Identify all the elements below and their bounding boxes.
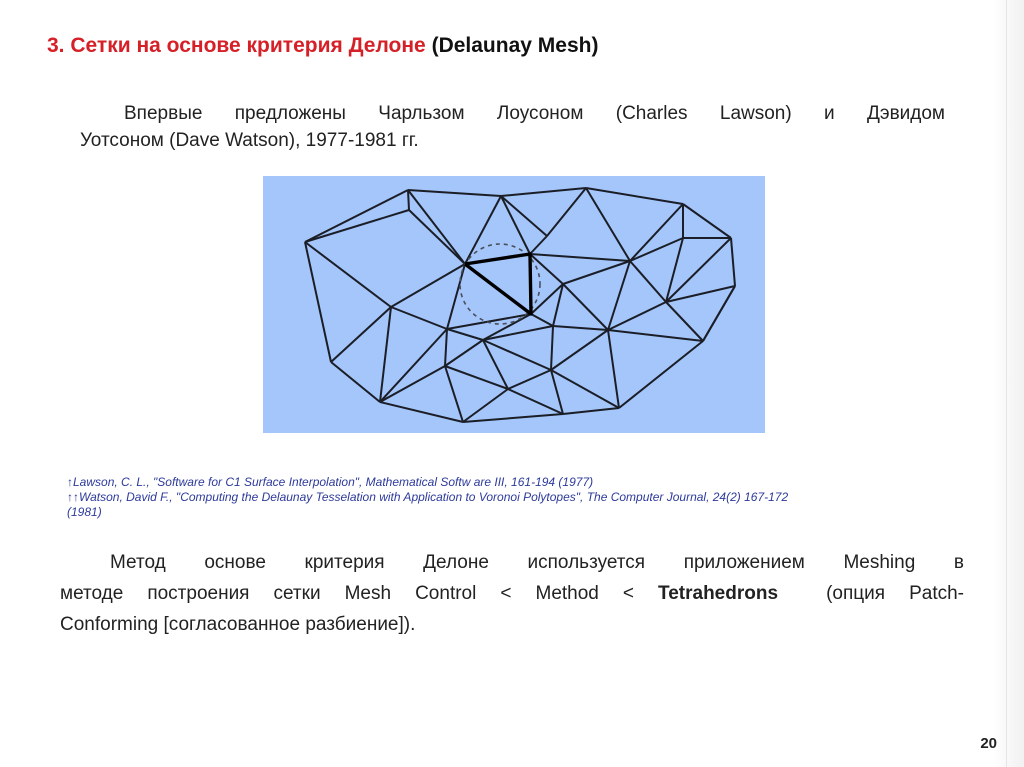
body-line-2-start: методе построения сетки Mesh Control < Method < xyxy=(60,583,659,604)
reference-watson: ↑↑Watson, David F., "Computing the Delaunay Tesselation with Application to Voronoi Polytopes", The Computer Journal, 24(2) 167-172 xyxy=(67,490,789,504)
tetrahedrons-keyword: Tetrahedrons xyxy=(658,583,779,604)
slide-edge-decoration xyxy=(992,0,1024,767)
body-line-2-end: (опция Patch- xyxy=(778,583,964,604)
slide-title xyxy=(47,34,598,58)
slide-title-english: (Delaunay Mesh) xyxy=(431,34,599,57)
body-paragraph xyxy=(60,547,964,640)
slide-title-main: 3. Сетки на основе критерия Делоне xyxy=(47,34,426,57)
references xyxy=(67,475,947,520)
delaunay-mesh-figure xyxy=(263,176,765,433)
reference-lawson: ↑Lawson, C. L., "Software for C1 Surface Interpolation", Mathematical Softw are III, 161-194 (1977) xyxy=(67,475,594,489)
mesh-edge xyxy=(408,190,409,210)
page-number: 20 xyxy=(980,735,997,752)
mesh-background xyxy=(263,176,765,433)
body-line-2 xyxy=(60,578,964,609)
body-line-1: Метод основе критерия Делоне используется приложением Meshing в xyxy=(110,552,964,573)
intro-line-2: Уотсоном (Dave Watson), 1977-1981 гг. xyxy=(80,130,419,151)
body-line-3: Conforming [согласованное разбиение]). xyxy=(60,614,416,635)
reference-watson-year: (1981) xyxy=(67,505,102,519)
intro-paragraph xyxy=(80,100,945,154)
intro-line-1: Впервые предложены Чарльзом Лоусоном (Charles Lawson) и Дэвидом xyxy=(124,103,945,124)
